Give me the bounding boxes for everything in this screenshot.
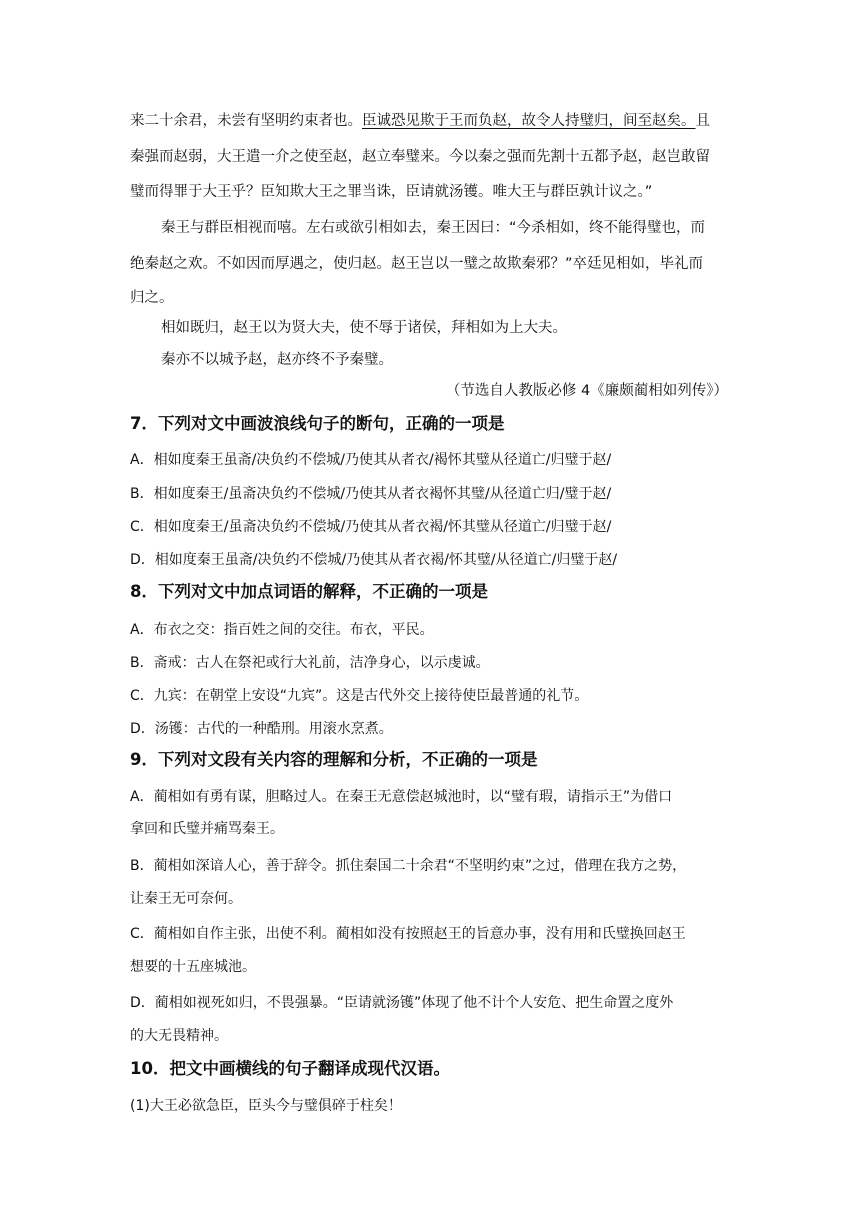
question-option: A．蔺相如有勇有谋，胆略过人。在秦王无意偿赵城池时，以“璧有瑕，请指示王”为借口 [130, 789, 673, 805]
question-stem: 10．把文中画横线的句子翻译成现代汉语。 [130, 1059, 450, 1078]
question-stem: 9．下列对文段有关内容的理解和分析，不正确的一项是 [130, 750, 538, 769]
passage-line: 秦王与群臣相视而嘻。左右或欲引相如去，秦王因曰：“今杀相如，终不能得璧也，而 [161, 220, 706, 236]
question-option: B．相如度秦王/虽斋决负约不偿城/乃使其从者衣褐怀其璧/从径道亡归/璧于赵/ [130, 486, 612, 502]
question-option: C．九宾：在朝堂上安设“九宾”。这是古代外交上接待使臣最普通的礼节。 [130, 688, 589, 704]
question-option: A．布衣之交：指百姓之间的交往。布衣，平民。 [130, 622, 434, 638]
question-option: C．蔺相如自作主张，出使不利。蔺相如没有按照赵王的旨意办事，没有用和氏璧换回赵王 [130, 926, 686, 942]
passage-line: 璧而得罪于大王乎？臣知欺大王之罪当诛，臣请就汤镬。唯大王与群臣孰计议之。” [130, 184, 653, 200]
question-option: D．相如度秦王虽斋/决负约不偿城/乃使其从者衣褐/怀其璧/从径道亡/归璧于赵/ [130, 552, 618, 568]
passage-text: 来二十余君，未尝有坚明约束者也。 [130, 113, 362, 129]
question-option-continued: 拿回和氏璧并痛骂秦王。 [130, 821, 284, 837]
question-option-continued: 想要的十五座城池。 [130, 959, 256, 975]
question-option: D．蔺相如视死如归，不畏强暴。“臣请就汤镬”体现了他不计个人安危、把生命置之度外 [130, 995, 674, 1011]
question-option: B．蔺相如深谙人心，善于辞令。抓住秦国二十余君“不坚明约束”之过，借理在我方之势， [130, 858, 687, 874]
passage-line [130, 111, 730, 131]
question-option: D．汤镬：古代的一种酷刑。用滚水烹煮。 [130, 721, 393, 737]
question-stem: 7．下列对文中画波浪线句子的断句，正确的一项是 [130, 414, 505, 433]
passage-line: 归之。 [130, 290, 174, 306]
question-option: A．相如度秦王虽斋/决负约不偿城/乃使其从者衣/褐怀其璧从径道亡/归璧于赵/ [130, 452, 612, 468]
underlined-sentence: 臣诚恐见欺于王而负赵，故令人持璧归，间至赵矣。 [362, 113, 696, 129]
passage-source: （节选自人教版必修 4《廉颇蔺相如列传》） [445, 383, 728, 399]
passage-line: 秦强而赵弱，大王遣一介之使至赵，赵立奉璧来。今以秦之强而先割十五都予赵，赵岂敢留 [130, 149, 710, 165]
question-stem: 8．下列对文中加点词语的解释，不正确的一项是 [130, 582, 488, 601]
question-option-continued: 让秦王无可奈何。 [130, 891, 242, 907]
passage-line: 绝秦赵之欢。不如因而厚遇之，使归赵。赵王岂以一璧之故欺秦邪？”卒廷见相如，毕礼而 [130, 256, 704, 272]
passage-text: 且 [695, 113, 710, 129]
passage-line: 秦亦不以城予赵，赵亦终不予秦璧。 [161, 352, 393, 368]
passage-line: 相如既归，赵王以为贤大夫，使不辱于诸侯，拜相如为上大夫。 [161, 320, 567, 336]
question-subitem: (1)大王必欲急臣，臣头今与璧俱碎于柱矣！ [130, 1098, 402, 1114]
question-option-continued: 的大无畏精神。 [130, 1028, 228, 1044]
question-option: C．相如度秦王/虽斋决负约不偿城/乃使其从者衣褐/怀其璧从径道亡/归璧于赵/ [130, 519, 612, 535]
question-option: B．斋戒：古人在祭祀或行大礼前，洁净身心，以示虔诚。 [130, 655, 490, 671]
